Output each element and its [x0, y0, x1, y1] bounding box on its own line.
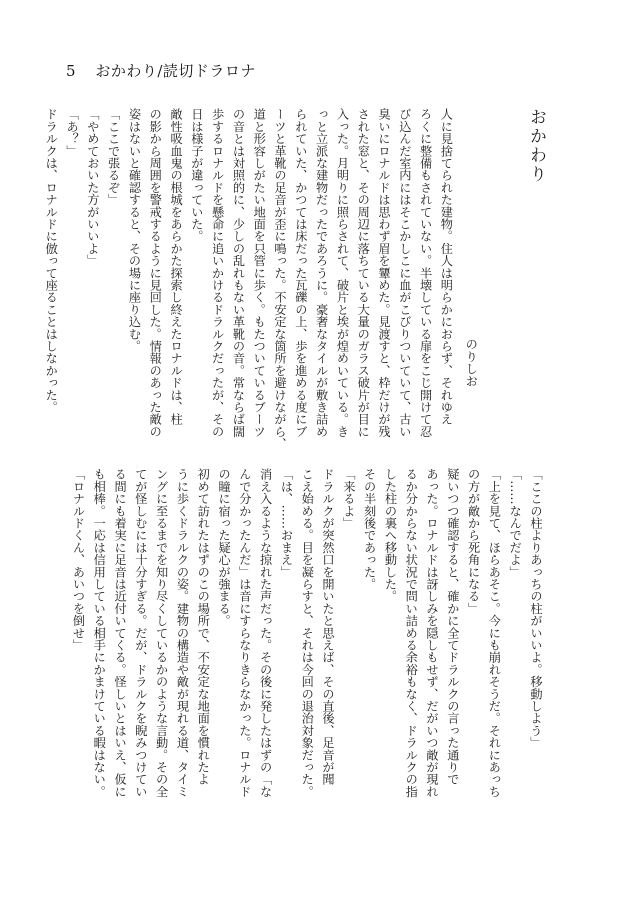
text-line: 「ロナルドくん、あいつを倒せ」	[71, 468, 86, 651]
text-line: 「あ？」	[65, 108, 80, 157]
text-line: られていた、かつては床だった瓦礫の上、歩を進める度にブ	[293, 108, 308, 438]
text-line: 「は、……おまえ」	[279, 468, 294, 578]
story-title: おかわり	[526, 108, 546, 184]
running-title: おかわり/読切ドラロナ	[95, 62, 256, 80]
top-text-block	[44, 108, 546, 450]
text-line: うに歩くドラルクの姿。建物の構造や敵が現れる道、タイミ	[175, 468, 190, 798]
running-header	[66, 60, 256, 84]
text-line: の方が敵から死角になる」	[466, 468, 481, 615]
text-line: 敵性吸血鬼の根城をあらかた探索し終えたロナルドは、柱	[169, 108, 184, 426]
story-author: のりしお	[464, 338, 479, 387]
text-line: された窓と、その周辺に落ちている大量のガラス破片が目に	[356, 108, 371, 438]
text-line: も相棒。一応は信用している相手にかまけている暇はない。	[92, 468, 107, 798]
text-line: 姿はないと確認すると、その場に座り込む。	[127, 108, 142, 352]
text-line: 「……なんでだよ」	[508, 468, 523, 578]
text-line: ングに至るまでを知り尽くしているかのような言動。その全	[154, 468, 169, 798]
text-line: の音とは対照的に、少しの乱れもない革靴の音。常ならば闊	[231, 108, 246, 438]
text-line: 「ここの柱よりあっちの柱がいいよ。移動しよう」	[529, 468, 543, 749]
text-line: その半刻後であった。	[362, 468, 377, 590]
text-line: ーツと革靴の足音が歪に鳴った。不安定な箇所を避けながら、	[273, 108, 288, 450]
text-line: 「上を見て、ほらあそこ。今にも崩れそうだ。それにあっち	[487, 468, 502, 798]
text-line: 日は様子が違っていた。	[189, 108, 204, 243]
text-line: る間にも着実に足音は近付いてくる。怪しいとはいえ、仮に	[113, 468, 128, 798]
text-line: ろくに整備もされていない。半壊している扉をこじ開けて忍	[418, 108, 433, 438]
text-line: 疑いつつ確認すると、確かに全てドラルクの言った通りで	[445, 468, 460, 786]
text-line: 「来るよ」	[341, 468, 356, 529]
text-line: んで分かったんだ」は音にすらなりきらなかった。ロナルド	[237, 468, 252, 798]
text-line: 人に見捨てられた建物。住人は明らかにおらず、それゆえ	[439, 108, 454, 426]
bottom-body-text	[68, 468, 546, 823]
text-line: 臭いにロナルドは思わず眉を顰めた。見渡すと、枠だけが残	[377, 108, 392, 438]
text-line: 消え入るような掠れた声だった。その後に発したはずの「な	[258, 468, 273, 798]
text-line: び込んだ室内にはそこかしこに血がこびりついていて、古い	[397, 108, 412, 438]
text-line: こえ始める。目を凝らすと、それは今回の退治対象だった。	[300, 468, 315, 798]
text-line: 初めて訪れたはずのこの場所で、不安定な地面を慣れたよ	[196, 468, 211, 786]
text-line: てが怪しむには十分すぎる。だが、ドラルクを睨みつけてい	[133, 468, 148, 798]
text-line: した柱の裏へ移動した。	[383, 468, 398, 603]
text-line: 「やめておいた方がいいよ」	[85, 108, 100, 267]
text-line: の影から周囲を警戒するように見回した。情報のあった敵の	[148, 108, 163, 438]
text-line: 「ここで張るぞ」	[106, 108, 121, 206]
text-line: るか分からない状況で問い詰める余裕もなく、ドラルクの指	[404, 468, 419, 798]
text-line: 歩するロナルドを懸命に追いかけるドラルクだったが、その	[210, 108, 225, 438]
text-line: あった。ロナルドは訝しみを隠しもせず、だがいつ敵が現れ	[425, 468, 440, 798]
text-line: ドラルクが突然口を開いたと思えば、その直後、足音が聞	[321, 468, 336, 786]
text-line: っと立派な建物だったであろうに。豪奢なタイルが敷き詰め	[314, 108, 329, 438]
page-number: 5	[66, 62, 77, 80]
text-line: の瞳に宿った疑心が強まる。	[217, 468, 232, 627]
bottom-text-block	[66, 468, 546, 823]
text-line: 道と形容しがたい地面を只管に歩く。もたついているブーツ	[252, 108, 267, 438]
top-body-text	[40, 108, 456, 450]
text-line: 入った。月明りに照らされて、破片と埃が煌めいている。き	[335, 108, 350, 438]
text-line: ドラルクは、ロナルドに倣って座ることはしなかった。	[44, 108, 59, 413]
